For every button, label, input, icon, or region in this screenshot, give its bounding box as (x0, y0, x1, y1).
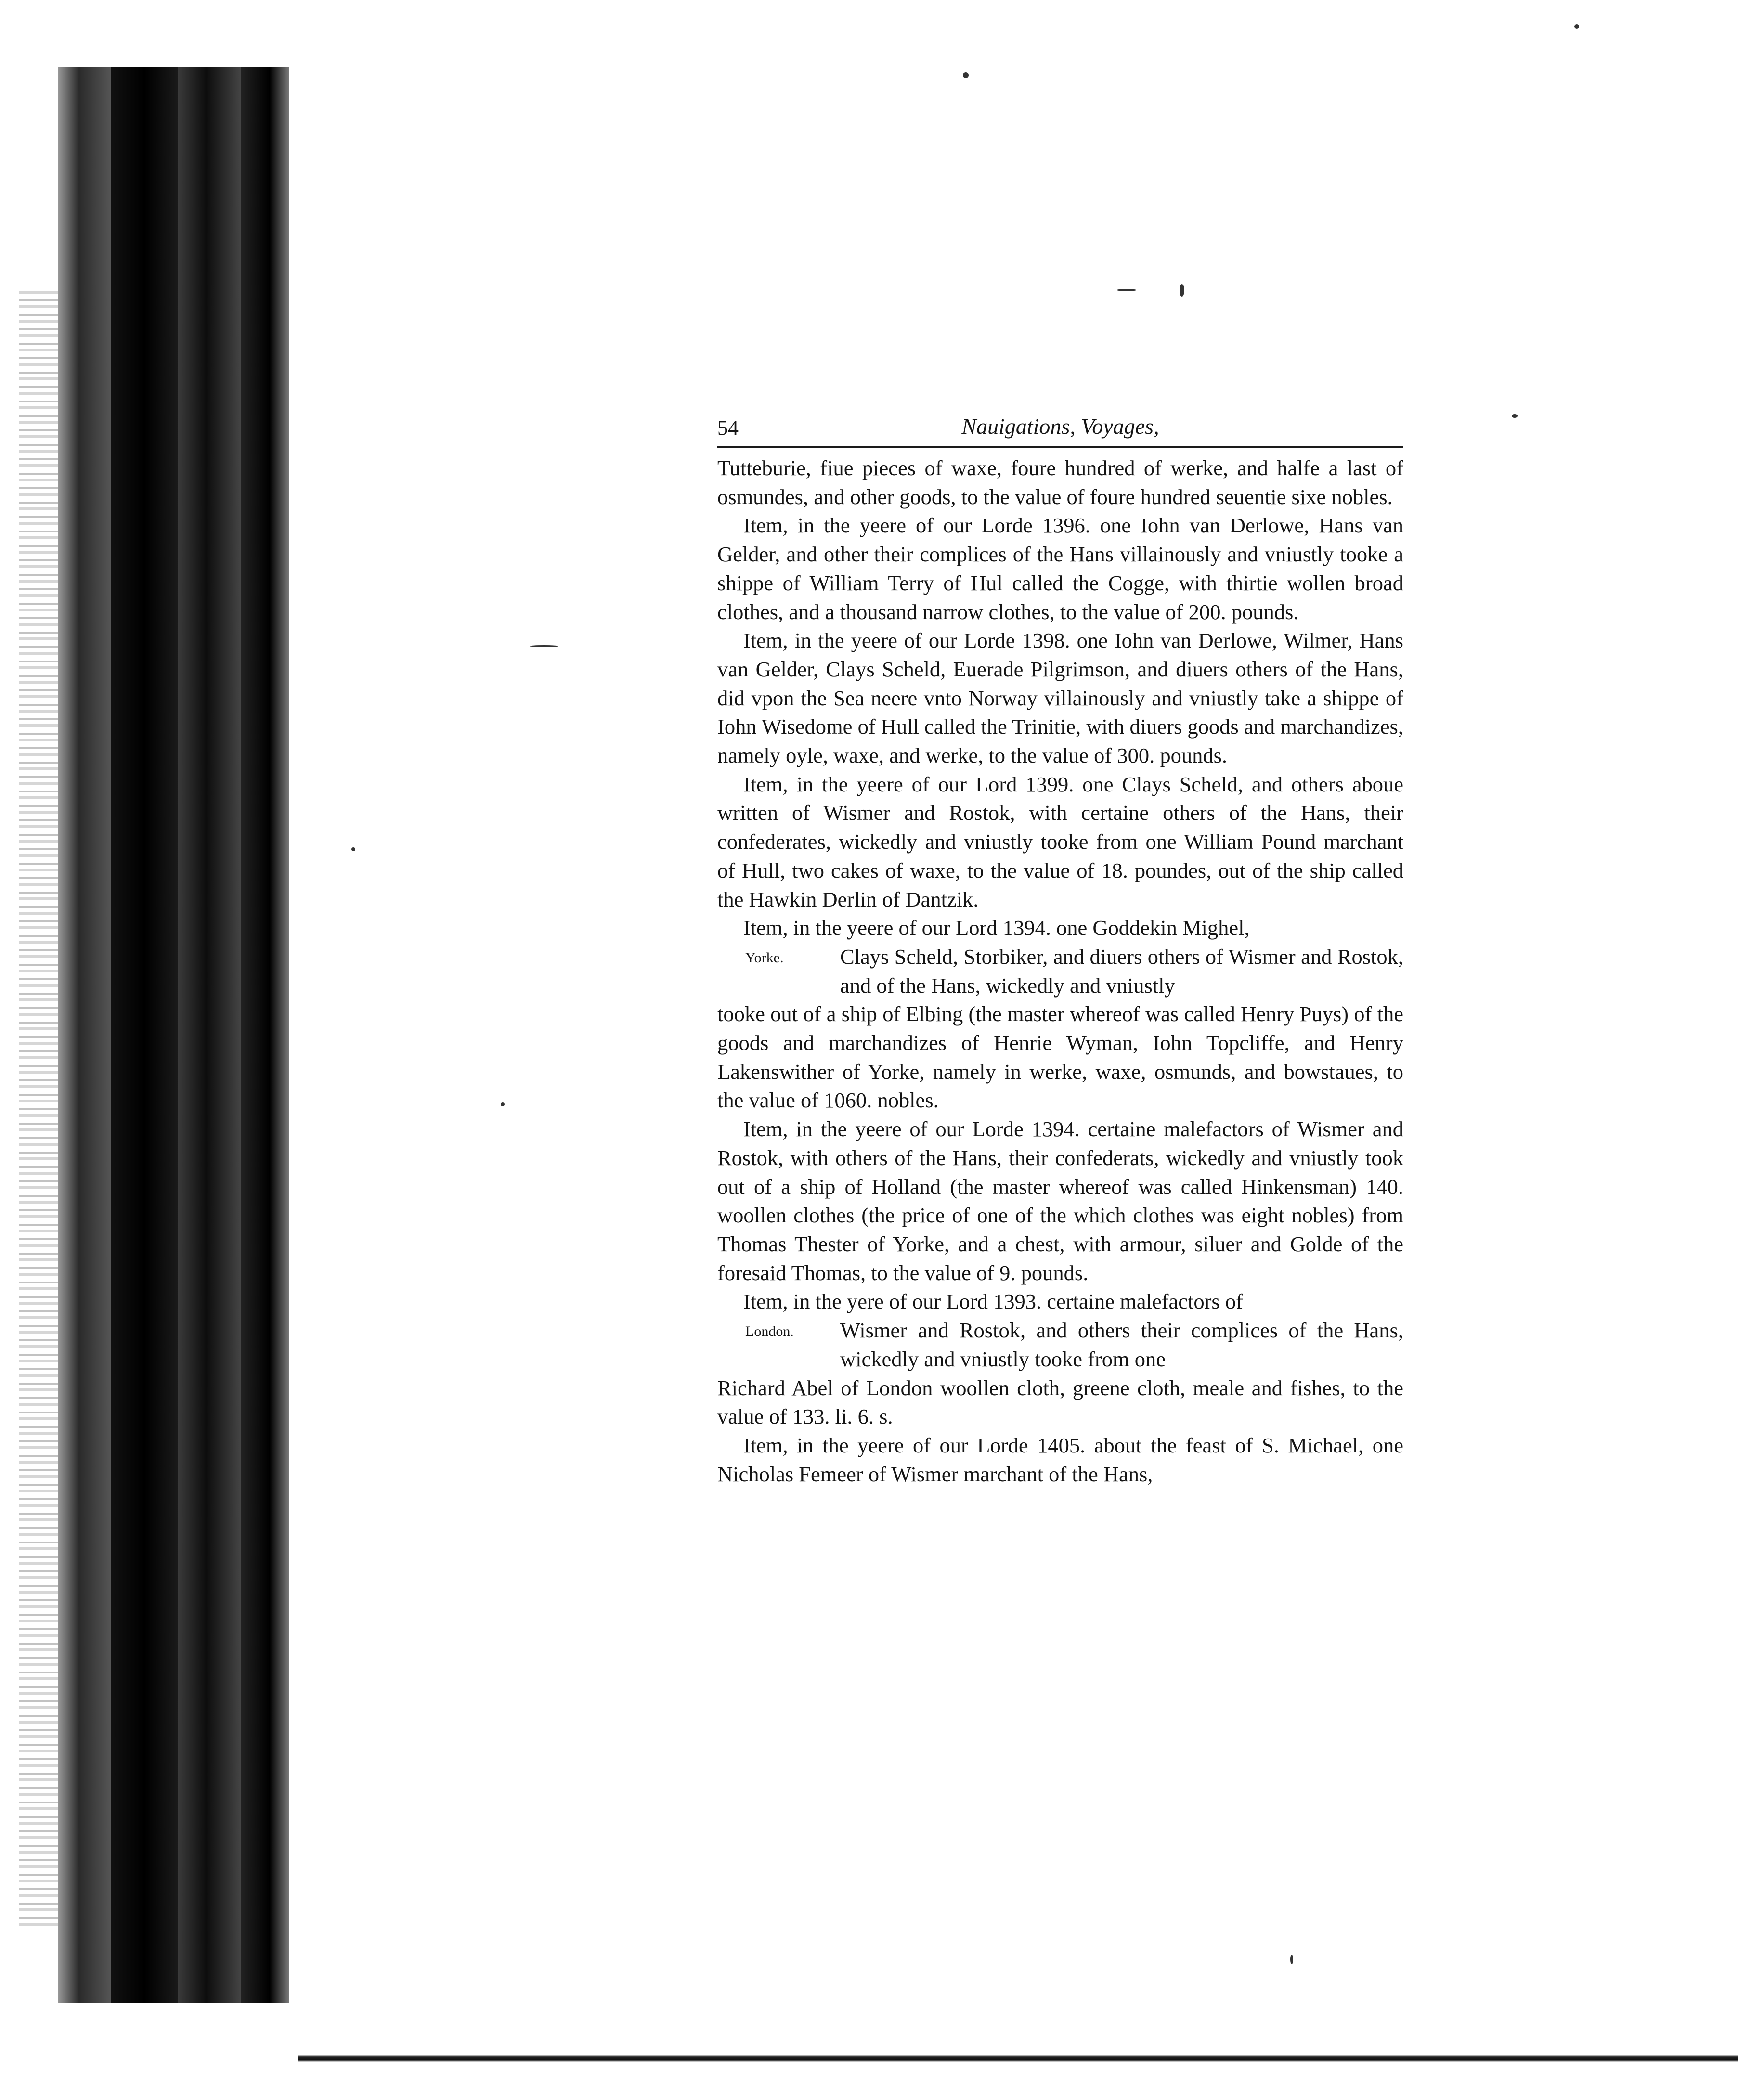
indented-lines (717, 943, 1403, 1000)
paragraph-continuation: Richard Abel of London woollen cloth, greene cloth, meale and fishes, to the value of 133. li. 6. s. (717, 1375, 1403, 1429)
scan-speck (1574, 24, 1579, 29)
binding-shadow-dark (111, 67, 178, 2003)
scanned-binding-edge (0, 0, 298, 2100)
paragraph-continuation: tooke out of a ship of Elbing (the master whereof was called Henry Puys) of the goods and marchandizes of Henrie Wyman, Iohn Topcliffe, and Henry Lakenswither of Yorke, namely in werke, waxe, osmunds, and bowstaues, to the value of 1060. nobles. (717, 1002, 1403, 1113)
paragraph: Item, in the yeere of our Lorde 1396. one Iohn van Derlowe, Hans van Gelder, and other their complices of the Hans villainously and vniustly tooke a shippe of William Terry of Hul called the Cogge, with thirtie wollen broad clothes, and a thousand narrow clothes, to the value of 200. pounds. (717, 513, 1403, 624)
paragraph-lead-line: Item, in the yeere of our Lord 1394. one Goddekin Mighel, (743, 916, 1250, 940)
paragraph: Item, in the yeere of our Lorde 1398. one Iohn van Derlowe, Wilmer, Hans van Gelder, Clays Scheld, Euerade Pilgrimson, and diuers others of the Hans, did vpon the Sea neere vnto Norway villainously and vniustly take a shippe of Iohn Wisedome of Hull called the Trinitie, with diuers goods and marchandizes, namely oyle, waxe, and werke, to the value of 300. pounds. (717, 628, 1403, 768)
scan-speck (530, 645, 558, 647)
page-number: 54 (717, 416, 739, 440)
body-text (717, 454, 1403, 1489)
paragraph-with-sidenote (717, 914, 1403, 1115)
scan-speck (963, 72, 969, 78)
paragraph: Item, in the yeere of our Lorde 1394. certaine malefactors of Wismer and Rostok, with others of the Hans, their confederats, wickedly and vniustly took out of a ship of Holland (the master whereof was called Hinkensman) 140. woollen clothes (the price of one of the which clothes was eight nobles) from Thomas Thester of Yorke, and a chest, with armour, siluer and Golde of the foresaid Thomas, to the value of 9. pounds. (717, 1117, 1403, 1285)
paragraph-lead-line: Item, in the yere of our Lord 1393. certaine malefactors of (743, 1289, 1243, 1314)
running-title: Nauigations, Voyages, (961, 414, 1159, 439)
scan-speck (1180, 284, 1184, 297)
binding-speckle-left (19, 289, 58, 1926)
scan-speck (1117, 289, 1136, 291)
paragraph-indented-text: Clays Scheld, Storbiker, and diuers others of Wismer and Rostok, and of the Hans, wickedly and vniustly (840, 944, 1403, 998)
scan-speck (1290, 1955, 1293, 1964)
running-head (717, 412, 1403, 448)
scan-speck (501, 1102, 505, 1106)
binding-shadow-outer (58, 67, 111, 2003)
book-page (717, 412, 1403, 1489)
indented-lines (717, 1316, 1403, 1374)
paragraph-with-sidenote (717, 1287, 1403, 1431)
paragraph-indented-text: Wismer and Rostok, and others their complices of the Hans, wickedly and vniustly tooke from one (840, 1318, 1403, 1371)
paragraph: Tutteburie, fiue pieces of waxe, foure hundred of werke, and halfe a last of osmundes, and other goods, to the value of foure hundred seuentie sixe nobles. (717, 456, 1403, 509)
margin-note: Yorke. (745, 950, 784, 966)
bottom-edge-rule (298, 2055, 1738, 2062)
paragraph: Item, in the yeere of our Lord 1399. one Clays Scheld, and others aboue written of Wismer and Rostok, with certaine others of the Hans, their confederates, wickedly and vniustly tooke from one William Pound marchant of Hull, two cakes of waxe, to the value of 18. poundes, out of the ship called the Hawkin Derlin of Dantzik. (717, 772, 1403, 911)
binding-shadow-mid (178, 67, 241, 2003)
scan-speck (351, 847, 355, 851)
margin-note: London. (745, 1323, 794, 1340)
scan-speck (1512, 414, 1518, 418)
paragraph: Item, in the yeere of our Lorde 1405. about the feast of S. Michael, one Nicholas Femeer of Wismer marchant of the Hans, (717, 1433, 1403, 1486)
binding-shadow-inner (241, 67, 289, 2003)
